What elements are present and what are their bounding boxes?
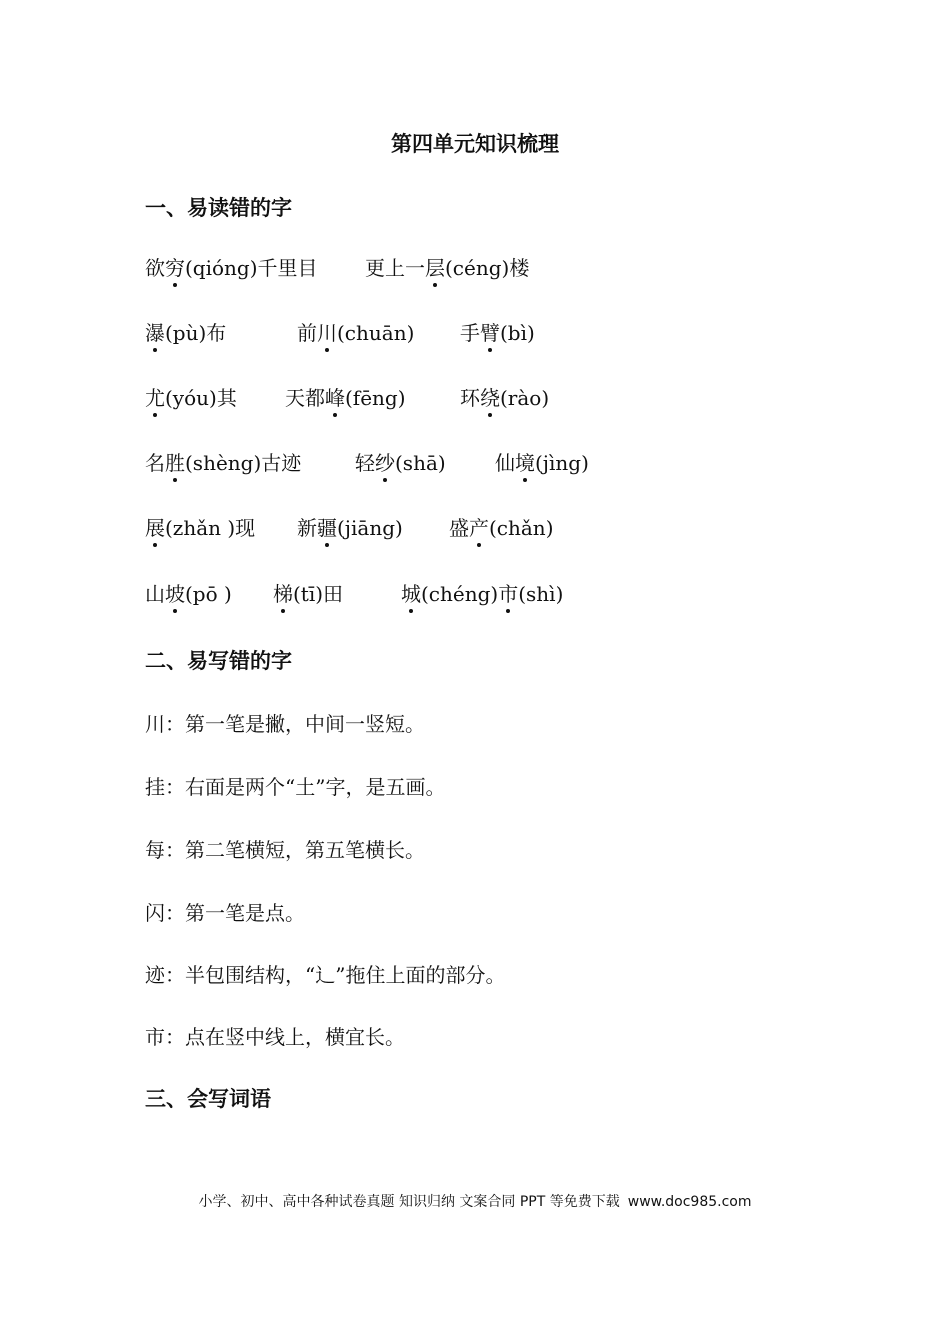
footer bbox=[0, 1191, 950, 1211]
word-text: 名 bbox=[145, 451, 165, 475]
word-text: (qióng)千里目 bbox=[185, 256, 318, 280]
word-text: 盛 bbox=[449, 516, 469, 540]
emphasized-char: 瀑 bbox=[145, 321, 165, 345]
word-text: (shā) bbox=[395, 451, 446, 475]
page-title: 第四单元知识梳理 bbox=[391, 132, 559, 156]
section-heading-words: 三、会写词语 bbox=[145, 1087, 271, 1111]
section-heading-miswritten: 二、易写错的字 bbox=[145, 649, 292, 673]
emphasized-char: 疆 bbox=[317, 516, 337, 540]
misread-word bbox=[355, 447, 446, 476]
word-text: (chuān) bbox=[337, 321, 415, 345]
misread-word bbox=[145, 382, 237, 411]
word-text: 更上一 bbox=[365, 256, 425, 280]
footer-text: 小学、初中、高中各种试卷真题 知识归纳 文案合同 PPT 等免费下载 bbox=[198, 1194, 620, 1210]
misread-word bbox=[285, 382, 406, 411]
word-text: (tī)田 bbox=[293, 582, 344, 606]
word-text: (chǎn) bbox=[489, 516, 554, 540]
emphasized-char: 尤 bbox=[145, 386, 165, 410]
word-text: 轻 bbox=[355, 451, 375, 475]
word-text: (jìng) bbox=[535, 451, 589, 475]
misread-word bbox=[297, 512, 403, 541]
word-text: (zhǎn )现 bbox=[165, 516, 256, 540]
emphasized-char: 层 bbox=[425, 256, 445, 280]
emphasized-char: 绕 bbox=[480, 386, 500, 410]
word-text: 山 bbox=[145, 582, 165, 606]
misread-word bbox=[273, 578, 343, 607]
word-text: 欲 bbox=[145, 256, 165, 280]
misread-word bbox=[460, 317, 535, 346]
word-text: 天都 bbox=[285, 386, 325, 410]
misread-word bbox=[449, 512, 554, 541]
emphasized-char: 川 bbox=[317, 321, 337, 345]
word-text: 仙 bbox=[495, 451, 515, 475]
emphasized-char: 胜 bbox=[165, 451, 185, 475]
emphasized-char: 纱 bbox=[375, 451, 395, 475]
writing-tip: 每：第二笔横短，第五笔横长。 bbox=[145, 838, 425, 862]
emphasized-char: 市 bbox=[498, 582, 519, 606]
word-text: 前 bbox=[297, 321, 317, 345]
misread-word bbox=[145, 578, 232, 607]
misread-word bbox=[297, 317, 414, 346]
emphasized-char: 臂 bbox=[480, 321, 500, 345]
word-text: (rào) bbox=[500, 386, 550, 410]
word-text: (bì) bbox=[500, 321, 535, 345]
misread-word bbox=[145, 447, 301, 476]
emphasized-char: 境 bbox=[515, 451, 535, 475]
footer-url[interactable]: www.doc985.com bbox=[627, 1194, 752, 1210]
word-text: 新 bbox=[297, 516, 317, 540]
word-text: 环 bbox=[460, 386, 480, 410]
writing-tip: 市：点在竖中线上，横宜长。 bbox=[145, 1025, 405, 1049]
writing-tip: 迹：半包围结构，“辶”拖住上面的部分。 bbox=[145, 963, 506, 987]
misread-word bbox=[145, 512, 255, 541]
word-text: (pù)布 bbox=[165, 321, 227, 345]
word-text: (pō ) bbox=[185, 582, 232, 606]
emphasized-char: 展 bbox=[145, 516, 165, 540]
word-text: (yóu)其 bbox=[165, 386, 237, 410]
word-text: (shì) bbox=[518, 582, 564, 606]
word-text: (fēng) bbox=[345, 386, 406, 410]
emphasized-char: 产 bbox=[469, 516, 489, 540]
misread-word bbox=[401, 578, 563, 607]
writing-tip: 川：第一笔是撇，中间一竖短。 bbox=[145, 712, 425, 736]
word-text: (céng)楼 bbox=[445, 256, 530, 280]
misread-word bbox=[495, 447, 589, 476]
word-text: 手 bbox=[460, 321, 480, 345]
misread-word bbox=[460, 382, 549, 411]
writing-tip: 挂：右面是两个“土”字，是五画。 bbox=[145, 775, 446, 799]
emphasized-char: 穷 bbox=[165, 256, 185, 280]
emphasized-char: 城 bbox=[401, 582, 421, 606]
section-heading-misread: 一、易读错的字 bbox=[145, 196, 292, 220]
emphasized-char: 梯 bbox=[273, 582, 293, 606]
word-text: (chéng) bbox=[421, 582, 499, 606]
word-text: (jiāng) bbox=[337, 516, 403, 540]
emphasized-char: 峰 bbox=[325, 386, 345, 410]
writing-tip: 闪：第一笔是点。 bbox=[145, 901, 305, 925]
misread-word bbox=[365, 252, 529, 281]
emphasized-char: 坡 bbox=[165, 582, 185, 606]
misread-word bbox=[145, 252, 318, 281]
word-text: (shèng)古迹 bbox=[185, 451, 302, 475]
misread-word bbox=[145, 317, 226, 346]
